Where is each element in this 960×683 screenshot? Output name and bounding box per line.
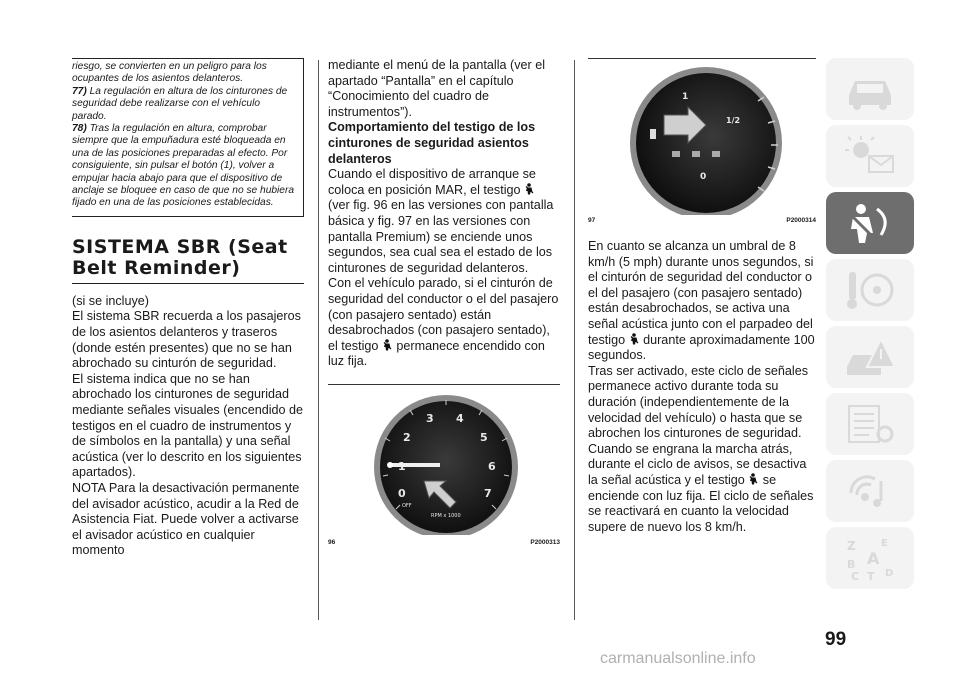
fuel-pump-icon [650,129,656,139]
paragraph: mediante el menú de la pantalla (ver el apartado “Pantalla” en el capítulo “Conocimiento del cuadro de instrumentos”). [328,58,546,119]
svg-text:B: B [847,558,856,571]
body-text-right [588,239,816,535]
gauge-label-6: 6 [488,460,496,473]
chapter-tabs [826,58,916,594]
note-intro: riesgo, se convierten en un peligro para los ocupantes de los asientos delanteros. [72,61,267,85]
column-left [72,58,304,559]
index-icon [841,534,899,582]
gauge-label-half: 1/2 [726,116,741,125]
gauge-label-2: 2 [403,431,411,444]
note-77: 77) La regulación en altura de los cinturones de seguridad debe realizarse con el vehículo parado. [72,85,288,122]
figure-97-fuel-gauge [588,58,816,229]
body-text-middle [328,58,560,370]
svg-text:D: D [885,568,894,579]
paragraph: (si se incluye) [72,293,149,308]
page-number: 99 [825,629,847,650]
gauge-off-label: OFF [402,503,412,509]
tab-instruments[interactable] [826,125,914,187]
seatbelt-warning-icon [629,333,640,345]
paragraph: El sistema SBR recuerda a los pasajeros de los asientos delanteros y traseros (donde estén presentes) que no se han abrochado su cinturón de seguridad. [72,309,301,371]
subheading: Comportamiento del testigo de los cinturones de seguridad asientos delanteros [328,120,536,166]
svg-text:Z: Z [847,539,856,553]
figure-code: P2000314 [786,217,816,224]
tab-safety[interactable] [826,192,914,254]
seatbelt-warning-icon [748,473,759,485]
paragraph: Tras ser activado, este ciclo de señales permanece activo durante toda su duración (independientemente de la velocidad del vehículo) o hasta que se abrochen los cinturones de seguridad. [588,363,809,441]
gauge-label-full: 1 [682,92,689,102]
gauge-label-5: 5 [480,431,488,444]
column-divider [318,60,319,620]
indicator-light [692,151,700,157]
paragraph: En cuanto se alcanza un umbral de 8 km/h (5 mph) durante unos segundos, si el cinturón de seguridad del conductor o el del pasajero (con pasajero sentado) están desabrochados, se activa una señal acústica junto con el parpadeo del testigo durante aproximadamente 100 segundos. [588,239,815,363]
gauge-label-4: 4 [456,412,464,425]
paragraph: NOTA Para la desactivación permanente del avisador acústico, acudir a la Red de Asistencia Fiat. Puede volver a activarse el avisador acústico en cualquier momento [72,481,300,558]
paragraph: Con el vehículo parado, si el cinturón de seguridad del conductor o el del pasajero (con pasajero sentado) están desabrochados (con pasajero sentado), el testigo permanece encendido con luz fija. [328,276,559,369]
gauge-needle [388,463,440,467]
paragraph: Cuando el dispositivo de arranque se coloca en posición MAR, el testigo (ver fig. 96 en las versiones con pantalla básica y fig. 97 en las versiones con pantalla Premium) se enciende unos segundos, sea cual sea el estado de los cinturones de seguridad delanteros. [328,167,554,275]
figure-number: 96 [328,539,336,546]
svg-text:T: T [867,570,875,582]
note-78: 78) Tras la regulación en altura, comprobar siempre que la empuñadura esté bloqueada en una de las posiciones preparadas al efecto. Por consiguiente, sin pulsar el botón (1), volver a empujar hacia abajo para que el dispositivo de anclaje se bloquee en caso de que no se hubiera fijado en una de las posiciones establecidas. [72,123,295,209]
safety-note-box [72,58,304,217]
column-divider [574,60,575,620]
figure-96-rpm-gauge [328,384,560,549]
paragraph: El sistema indica que no se han abrochado los cinturones de seguridad mediante señales visuales (encendido de testigos en el cuadro de instrumentos y de símbolos en la pantalla) y una señal acústica (ver lo descrito en los siguientes apartados). [72,371,304,480]
indicator-light [672,151,680,157]
tab-vehicle[interactable] [826,58,914,120]
paragraph: Cuando se engrana la marcha atrás, durante el ciclo de avisos, se desactiva la señal acústica y el testigo se enciende con luz fija. El ciclo de señales se reactivará en cuanto la velocidad supere de nuevo los 8 km/h. [588,441,814,534]
gauge-face [636,73,776,213]
multimedia-icon [841,467,899,515]
seatbelt-warning-icon [524,183,535,195]
figure-number: 97 [588,217,596,224]
gauge-label-3: 3 [426,412,434,425]
warning-car-icon [841,333,899,381]
seatbelt-airbag-icon [841,199,899,247]
gauge-rpm-label: RPM x 1000 [431,513,461,519]
tab-maintenance[interactable] [826,393,914,455]
seatbelt-warning-icon [382,339,393,351]
watermark: carmanualsonline.info [600,650,756,667]
body-text-left [72,294,304,559]
tab-index[interactable] [826,527,914,589]
fuel-gauge-illustration [588,59,816,215]
column-middle [328,58,560,370]
figure-code: P2000313 [530,539,560,546]
light-message-icon [841,132,899,180]
indicator-light [712,151,720,157]
tab-emergency[interactable] [826,326,914,388]
maintenance-list-icon [841,400,899,448]
car-icon [841,65,899,113]
column-right [588,58,816,535]
rpm-gauge-illustration [328,385,560,535]
tab-starting-driving[interactable] [826,259,914,321]
section-title: SISTEMA SBR (Seat Belt Reminder) [72,237,304,284]
tab-multimedia[interactable] [826,460,914,522]
seatbelt-warning-light [387,462,393,468]
key-steering-icon [841,266,899,314]
svg-text:C: C [851,570,860,582]
gauge-label-0: 0 [398,487,406,500]
svg-text:A: A [867,549,880,568]
gauge-label-empty: 0 [700,172,707,182]
svg-text:E: E [881,538,888,549]
gauge-label-7: 7 [484,487,492,500]
